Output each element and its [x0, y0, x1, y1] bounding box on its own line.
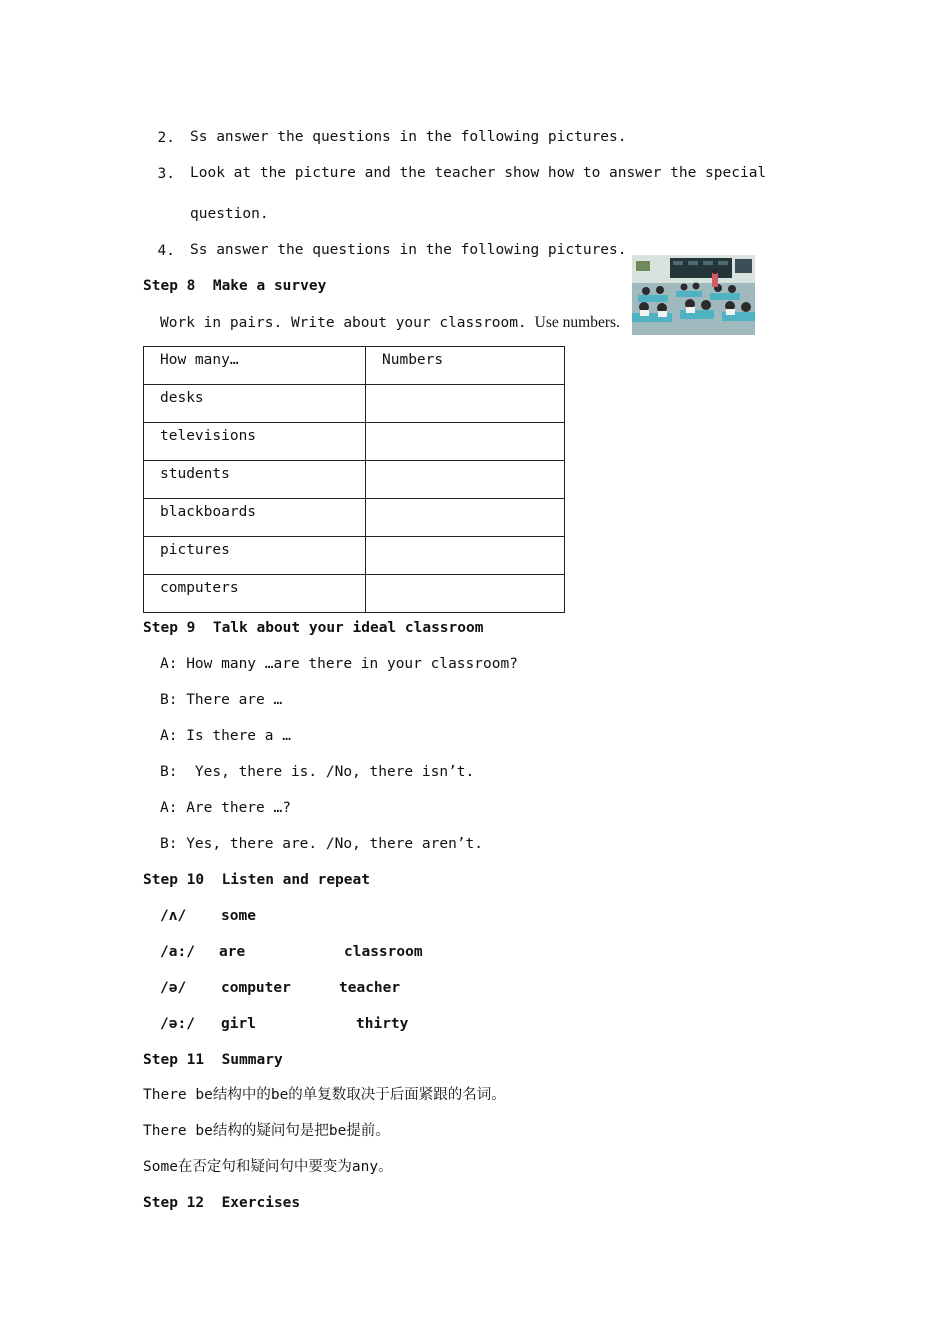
- phonetic-word: teacher: [339, 980, 401, 996]
- table-cell-item: [144, 537, 366, 575]
- dialogue-line: A: Is there a …: [160, 728, 291, 744]
- phonetic-word: computer: [221, 980, 291, 996]
- table-row: [144, 385, 565, 423]
- step11-heading: Step 11 Summary: [143, 1052, 283, 1068]
- phonetic-word: girl: [221, 1016, 256, 1032]
- instruction-continuation: question.: [190, 206, 269, 222]
- phonetic-word: thirty: [356, 1016, 409, 1032]
- step8-task: [160, 315, 620, 331]
- table-row: [144, 423, 565, 461]
- table-cell-number[interactable]: [366, 499, 565, 537]
- table-header-row: [144, 347, 565, 385]
- row-label: blackboards: [160, 504, 257, 520]
- table-cell-item: [144, 423, 366, 461]
- phonetic-symbol: /ə:/: [160, 1016, 195, 1032]
- table-row: [144, 499, 565, 537]
- phonetic-symbol: /a:/: [160, 944, 195, 960]
- table-cell-item: [144, 461, 366, 499]
- classroom-photo: [632, 255, 755, 335]
- table-row: [144, 537, 565, 575]
- summary-line: There be结构的疑问句是把be提前。: [143, 1123, 390, 1139]
- table-cell-item: [144, 499, 366, 537]
- step9-heading: Step 9 Talk about your ideal classroom: [143, 620, 484, 636]
- table-cell-item: [144, 575, 366, 613]
- classroom-photo-image: [632, 255, 755, 335]
- table-row: [144, 461, 565, 499]
- step12-heading: Step 12 Exercises: [143, 1195, 301, 1211]
- row-label: computers: [160, 580, 239, 596]
- table-cell-number[interactable]: [366, 461, 565, 499]
- row-label: televisions: [160, 428, 257, 444]
- step10-heading: Step 10 Listen and repeat: [143, 872, 370, 888]
- phonetic-word: some: [221, 908, 256, 924]
- dialogue-line: A: How many …are there in your classroom?: [160, 656, 518, 672]
- phonetic-symbol: /ə/: [160, 980, 187, 996]
- table-header-cell: [366, 347, 565, 385]
- dialogue-line: A: Are there …?: [160, 800, 291, 816]
- step8-task-part2: Use numbers.: [534, 314, 620, 331]
- list-number: 4.: [157, 243, 175, 259]
- dialogue-line: B: Yes, there is. /No, there isn’t.: [160, 764, 475, 780]
- instruction-text: Ss answer the questions in the following pictures.: [190, 129, 627, 145]
- step8-heading: Step 8 Make a survey: [143, 278, 327, 294]
- dialogue-line: B: There are …: [160, 692, 283, 708]
- phonetic-symbol: /ʌ/: [160, 908, 187, 924]
- table-cell-number[interactable]: [366, 385, 565, 423]
- survey-table: [143, 346, 565, 613]
- phonetic-word: are: [219, 944, 246, 960]
- table-cell-number[interactable]: [366, 575, 565, 613]
- summary-line: Some在否定句和疑问句中要变为any。: [143, 1159, 393, 1175]
- list-number: 3.: [157, 166, 175, 182]
- summary-line: There be结构中的be的单复数取决于后面紧跟的名词。: [143, 1087, 506, 1103]
- table-header-cell: [144, 347, 366, 385]
- table-row: [144, 575, 565, 613]
- table-cell-number[interactable]: [366, 423, 565, 461]
- dialogue-line: B: Yes, there are. /No, there aren’t.: [160, 836, 484, 852]
- phonetic-word: classroom: [344, 944, 423, 960]
- instruction-text: Ss answer the questions in the following pictures.: [190, 242, 627, 258]
- row-label: desks: [160, 390, 204, 406]
- step8-task-part1: Work in pairs. Write about your classroom.: [160, 315, 527, 331]
- table-cell-number[interactable]: [366, 537, 565, 575]
- instruction-text: Look at the picture and the teacher show how to answer the special: [190, 165, 767, 181]
- row-label: pictures: [160, 542, 230, 558]
- table-cell-item: [144, 385, 366, 423]
- header-numbers: Numbers: [382, 352, 444, 368]
- list-number: 2.: [157, 130, 175, 146]
- header-how-many: How many…: [160, 352, 239, 368]
- row-label: students: [160, 466, 230, 482]
